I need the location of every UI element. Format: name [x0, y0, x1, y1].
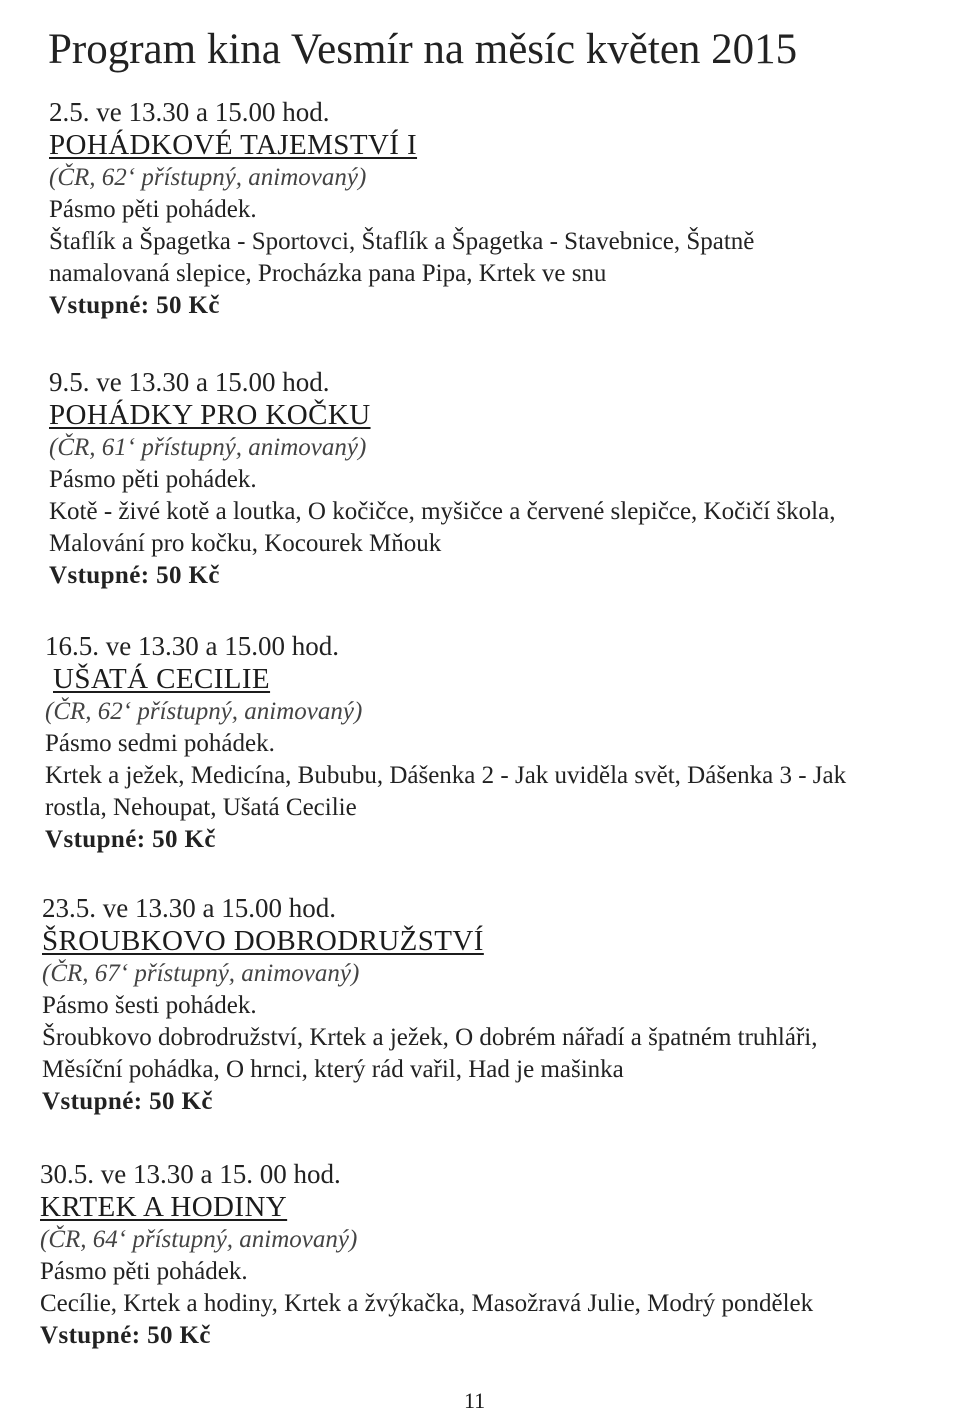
film-info: (ČR, 64‘ přístupný, animovaný)	[40, 1226, 358, 1253]
screening-date: 23.5. ve 13.30 a 15.00 hod.	[42, 893, 336, 923]
program-content-line: rostla, Nehoupat, Ušatá Cecilie	[45, 794, 357, 821]
program-content-line: Šroubkovo dobrodružství, Krtek a ježek, O dobrém nářadí a špatném truhláři,	[42, 1024, 818, 1051]
program-entry	[49, 366, 949, 592]
admission-price: Vstupné: 50 Kč	[45, 826, 216, 853]
program-content-line: Malování pro kočku, Kocourek Mňouk	[49, 530, 442, 557]
screening-date: 9.5. ve 13.30 a 15.00 hod.	[49, 367, 330, 397]
admission-price: Vstupné: 50 Kč	[42, 1088, 213, 1115]
page-title: Program kina Vesmír na měsíc květen 2015	[48, 26, 798, 73]
film-title: POHÁDKY PRO KOČKU	[49, 399, 371, 431]
film-info: (ČR, 62‘ přístupný, animovaný)	[45, 698, 363, 725]
program-content-line: Cecílie, Krtek a hodiny, Krtek a žvýkačka, Masožravá Julie, Modrý pondělek	[40, 1290, 814, 1317]
film-info: (ČR, 67‘ přístupný, animovaný)	[42, 960, 360, 987]
screening-date: 16.5. ve 13.30 a 15.00 hod.	[45, 631, 339, 661]
program-note: Pásmo pěti pohádek.	[49, 466, 257, 493]
film-info: (ČR, 61‘ přístupný, animovaný)	[49, 434, 367, 461]
program-content-line: Štaflík a Špagetka - Sportovci, Štaflík a Špagetka - Stavebnice, Špatně	[49, 228, 755, 255]
admission-price: Vstupné: 50 Kč	[49, 562, 220, 589]
screening-date: 2.5. ve 13.30 a 15.00 hod.	[49, 97, 330, 127]
film-title: ŠROUBKOVO DOBRODRUŽSTVÍ	[42, 925, 484, 957]
program-note: Pásmo pěti pohádek.	[49, 196, 257, 223]
screening-date: 30.5. ve 13.30 a 15. 00 hod.	[40, 1159, 341, 1189]
program-entry	[40, 1158, 940, 1352]
program-content-line: Krtek a ježek, Medicína, Bububu, Dášenka 2 - Jak uviděla svět, Dášenka 3 - Jak	[45, 762, 847, 789]
admission-price: Vstupné: 50 Kč	[49, 292, 220, 319]
admission-price: Vstupné: 50 Kč	[40, 1322, 211, 1349]
program-entry	[45, 630, 945, 856]
program-note: Pásmo pěti pohádek.	[40, 1258, 248, 1285]
program-entry	[49, 96, 949, 322]
film-info: (ČR, 62‘ přístupný, animovaný)	[49, 164, 367, 191]
program-note: Pásmo šesti pohádek.	[42, 992, 257, 1019]
program-content-line: Kotě - živé kotě a loutka, O kočičce, myšičce a červené slepičce, Kočičí škola,	[49, 498, 836, 525]
program-content-line: Měsíční pohádka, O hrnci, který rád vařil, Had je mašinka	[42, 1056, 624, 1083]
program-entry	[42, 892, 942, 1118]
program-content-line: namalovaná slepice, Procházka pana Pipa, Krtek ve snu	[49, 260, 607, 287]
film-title: UŠATÁ CECILIE	[53, 663, 271, 695]
program-note: Pásmo sedmi pohádek.	[45, 730, 275, 757]
film-title: KRTEK A HODINY	[40, 1191, 288, 1223]
film-title: POHÁDKOVÉ TAJEMSTVÍ I	[49, 129, 418, 161]
page-number: 11	[464, 1388, 486, 1413]
